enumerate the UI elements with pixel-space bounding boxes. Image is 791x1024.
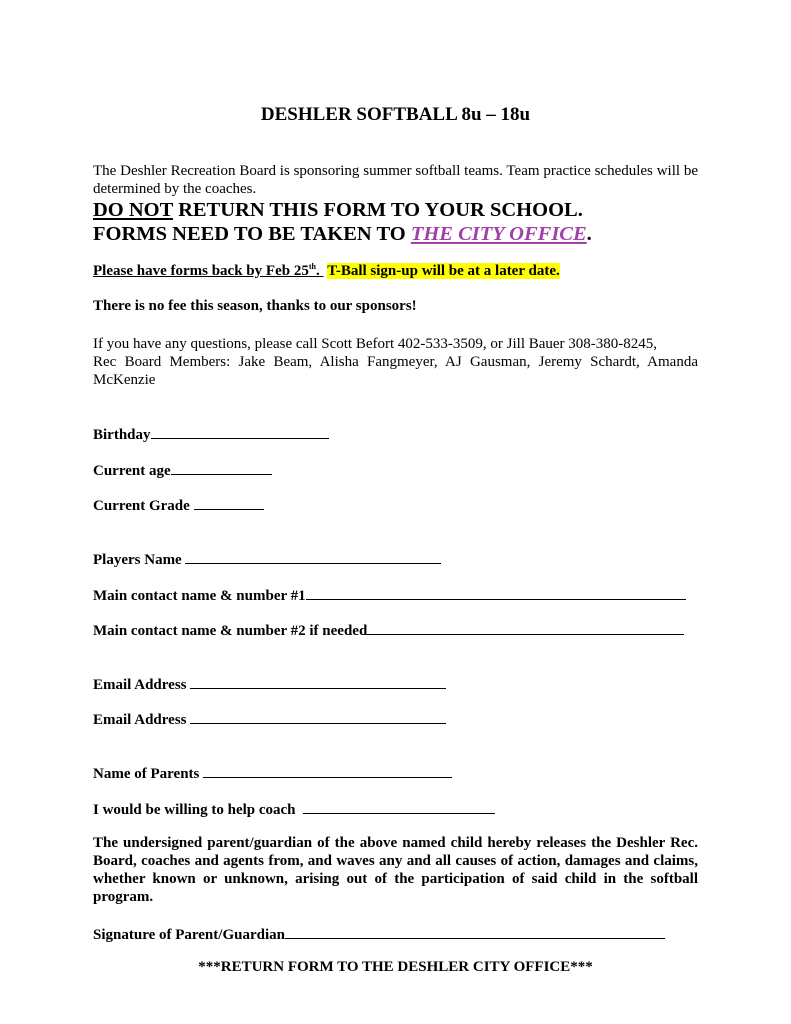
warning-line-2 [93,222,592,246]
city-office-text: THE CITY OFFICE [410,223,587,245]
current-age-field[interactable] [93,460,272,478]
signature-label: Signature of Parent/Guardian [93,927,285,943]
do-not-text: DO NOT [93,199,173,221]
birthday-blank[interactable] [151,424,329,439]
warning-line-1-rest: RETURN THIS FORM TO YOUR SCHOOL. [172,199,583,221]
current-grade-field[interactable] [93,495,264,513]
deadline-text [93,263,323,279]
birthday-label: Birthday [93,427,151,443]
current-age-blank[interactable] [171,460,272,475]
contact2-field[interactable] [93,620,684,638]
players-name-blank[interactable] [185,549,441,564]
players-name-field[interactable] [93,549,441,567]
contact2-blank[interactable] [367,620,684,635]
questions-line: If you have any questions, please call Scott Befort 402-533-3509, or Jill Bauer 308-380-8245, [93,336,658,352]
release-paragraph: The undersigned parent/guardian of the above named child hereby releases the Deshler Rec. Board, coaches and agents from, and waves any and all causes of action, damages and claims, whether known or unknown, arising out of the participation of said child in the softball program. [93,835,698,905]
email1-label: Email Address [93,677,191,693]
deadline-sup: th [308,262,316,271]
deadline-dot: . [315,263,320,279]
coach-field[interactable] [93,799,495,817]
board-members: Rec Board Members: Jake Beam, Alisha Fangmeyer, AJ Gausman, Jeremy Schardt, Amanda McKenzie [93,354,698,388]
current-grade-label: Current Grade [93,498,194,514]
intro-paragraph: The Deshler Recreation Board is sponsoring summer softball teams. Team practice schedules will be determined by the coaches. [93,163,698,197]
email1-field[interactable] [93,674,446,692]
tball-highlight: T-Ball sign-up will be at a later date. [327,263,560,279]
coach-label: I would be willing to help coach [93,802,304,818]
contact2-label: Main contact name & number #2 if needed [93,623,368,639]
email1-blank[interactable] [190,674,446,689]
coach-blank[interactable] [303,799,495,814]
form-title: DESHLER SOFTBALL 8u – 18u [260,104,531,125]
parents-field[interactable] [93,763,452,781]
signature-field[interactable] [93,924,665,942]
deadline-line [93,262,560,280]
current-grade-blank[interactable] [194,495,264,510]
deadline-main: Please have forms back by Feb 25 [93,263,309,279]
email2-field[interactable] [93,709,446,727]
warning-line-1 [93,198,583,222]
parents-blank[interactable] [203,763,452,778]
contact1-field[interactable] [93,585,686,603]
email2-blank[interactable] [190,709,446,724]
email2-label: Email Address [93,712,191,728]
contact1-label: Main contact name & number #1 [93,588,306,604]
players-name-label: Players Name [93,552,186,568]
current-age-label: Current age [93,463,171,479]
parents-label: Name of Parents [93,766,204,782]
contact1-blank[interactable] [306,585,686,600]
birthday-field[interactable] [93,424,329,442]
signature-blank[interactable] [285,924,665,939]
warning-line-2-prefix: FORMS NEED TO BE TAKEN TO [93,223,411,245]
warning-line-2-suffix: . [586,223,592,245]
no-fee-line: There is no fee this season, thanks to our sponsors! [93,298,417,314]
return-note: ***RETURN FORM TO THE DESHLER CITY OFFICE*** [198,959,593,975]
